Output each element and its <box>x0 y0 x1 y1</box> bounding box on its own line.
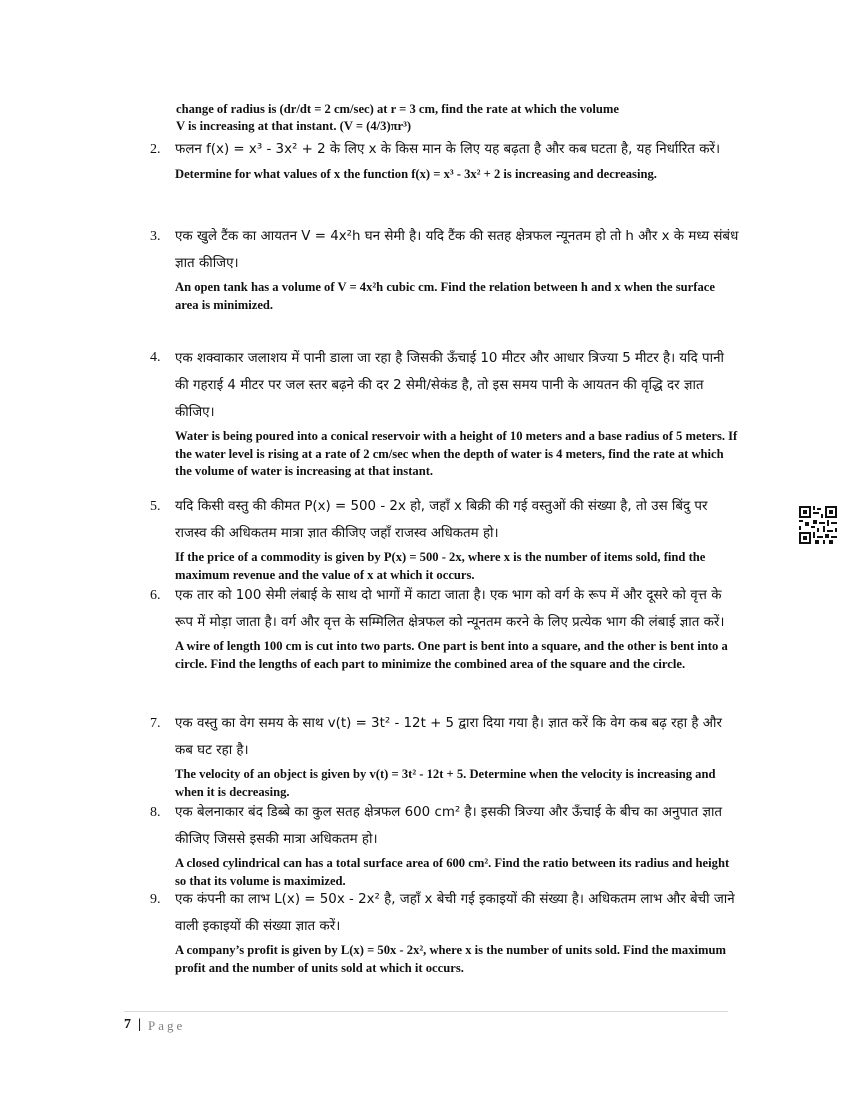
question-hindi: यदि किसी वस्तु की कीमत P(x) = 500 - 2x हो, जहाँ x बिक्री की गई वस्तुओं की संख्या है, तो उस बिंदु पर राजस्व की अधिकतम मात्रा ज्ञात कीजिए जहाँ राजस्व अधिकतम हो। <box>175 499 708 541</box>
question-7 <box>150 711 740 801</box>
question-number: 3. <box>150 229 161 244</box>
question-number: 7. <box>150 716 161 731</box>
question-number: 6. <box>150 588 161 603</box>
page-footer <box>124 1011 728 1033</box>
question-english: The velocity of an object is given by v(t) = 3t² - 12t + 5. Determine when the velocity is increasing and when it is decreasing. <box>175 767 716 799</box>
question-english: Water is being poured into a conical reservoir with a height of 10 meters and a base radius of 5 meters. If the water level is rising at a rate of 2 cm/sec when the depth of water is 4 meters, find the rate at which the volume of water is increasing at that instant. <box>175 429 738 478</box>
footer-separator: | <box>138 1017 142 1032</box>
page-label: Page <box>148 1018 186 1033</box>
question-9 <box>150 887 740 977</box>
question-3 <box>150 224 740 314</box>
question-english: An open tank has a volume of V = 4x²h cubic cm. Find the relation between h and x when the surface area is minimized. <box>175 280 715 312</box>
carryover-line-1: change of radius is (dr/dt = 2 cm/sec) at r = 3 cm, find the rate at which the volume <box>176 102 619 116</box>
page-number: 7 <box>124 1017 131 1032</box>
question-2 <box>150 137 740 183</box>
question-hindi: एक तार को 100 सेमी लंबाई के साथ दो भागों में काटा जाता है। एक भाग को वर्ग के रूप में और दूसरे को वृत्त के रूप में मोड़ा जाता है। वर्ग और वृत्त के सम्मिलित क्षेत्रफल को न्यूनतम करने के लिए प्रत्येक भाग की लंबाई ज्ञात करें। <box>175 588 725 630</box>
question-5 <box>150 494 740 584</box>
question-number: 4. <box>150 350 161 365</box>
question-english: A company’s profit is given by L(x) = 50x - 2x², where x is the number of units sold. Find the maximum profit and the number of units sold at which it occurs. <box>175 943 727 975</box>
question-hindi: एक कंपनी का लाभ L(x) = 50x - 2x² है, जहाँ x बेची गई इकाइयों की संख्या है। अधिकतम लाभ और बेची जाने वाली इकाइयों की संख्या ज्ञात करें। <box>175 892 735 934</box>
question-8 <box>150 800 740 890</box>
question-hindi: एक वस्तु का वेग समय के साथ v(t) = 3t² - 12t + 5 द्वारा दिया गया है। ज्ञात करें कि वेग कब बढ़ रहा है और कब घट रहा है। <box>175 716 722 758</box>
question-number: 5. <box>150 499 161 514</box>
question-hindi: एक खुले टैंक का आयतन V = 4x²h घन सेमी है। यदि टैंक की सतह क्षेत्रफल न्यूनतम हो तो h और x के मध्य संबंध ज्ञात कीजिए। <box>175 229 739 271</box>
question-english: If the price of a commodity is given by P(x) = 500 - 2x, where x is the number of items sold, find the maximum revenue and the value of x at which it occurs. <box>175 550 706 582</box>
question-4 <box>150 345 740 481</box>
question-number: 8. <box>150 805 161 820</box>
question-6 <box>150 583 740 673</box>
question-hindi: फलन f(x) = x³ - 3x² + 2 के लिए x के किस मान के लिए यह बढ़ता है और कब घटता है, यह निर्धारित करें। <box>175 142 721 157</box>
question-number: 9. <box>150 892 161 907</box>
question-hindi: एक शक्वाकार जलाशय में पानी डाला जा रहा है जिसकी ऊँचाई 10 मीटर और आधार त्रिज्या 5 मीटर है। यदि पानी की गहराई 4 मीटर पर जल स्तर बढ़ने की दर 2 सेमी/सेकंड है, तो इस समय पानी के आयतन की वृद्धि दर ज्ञात कीजिए। <box>175 351 724 420</box>
question-english: A wire of length 100 cm is cut into two parts. One part is bent into a square, and the other is bent into a circle. Find the lengths of each part to minimize the combined area of the square and the circle. <box>175 639 728 671</box>
carryover-line-2: V is increasing at that instant. (V = (4/3)πr³) <box>176 119 412 133</box>
qr-code-icon <box>798 505 838 545</box>
question-english: A closed cylindrical can has a total surface area of 600 cm². Find the ratio between its radius and height so that its volume is maximized. <box>175 856 730 888</box>
question-english: Determine for what values of x the function f(x) = x³ - 3x² + 2 is increasing and decreasing. <box>175 166 657 181</box>
carryover-text <box>176 101 736 135</box>
question-number: 2. <box>150 142 161 157</box>
question-hindi: एक बेलनाकार बंद डिब्बे का कुल सतह क्षेत्रफल 600 cm² है। इसकी त्रिज्या और ऊँचाई के बीच का अनुपात ज्ञात कीजिए जिससे इसकी मात्रा अधिकतम हो। <box>175 805 723 847</box>
